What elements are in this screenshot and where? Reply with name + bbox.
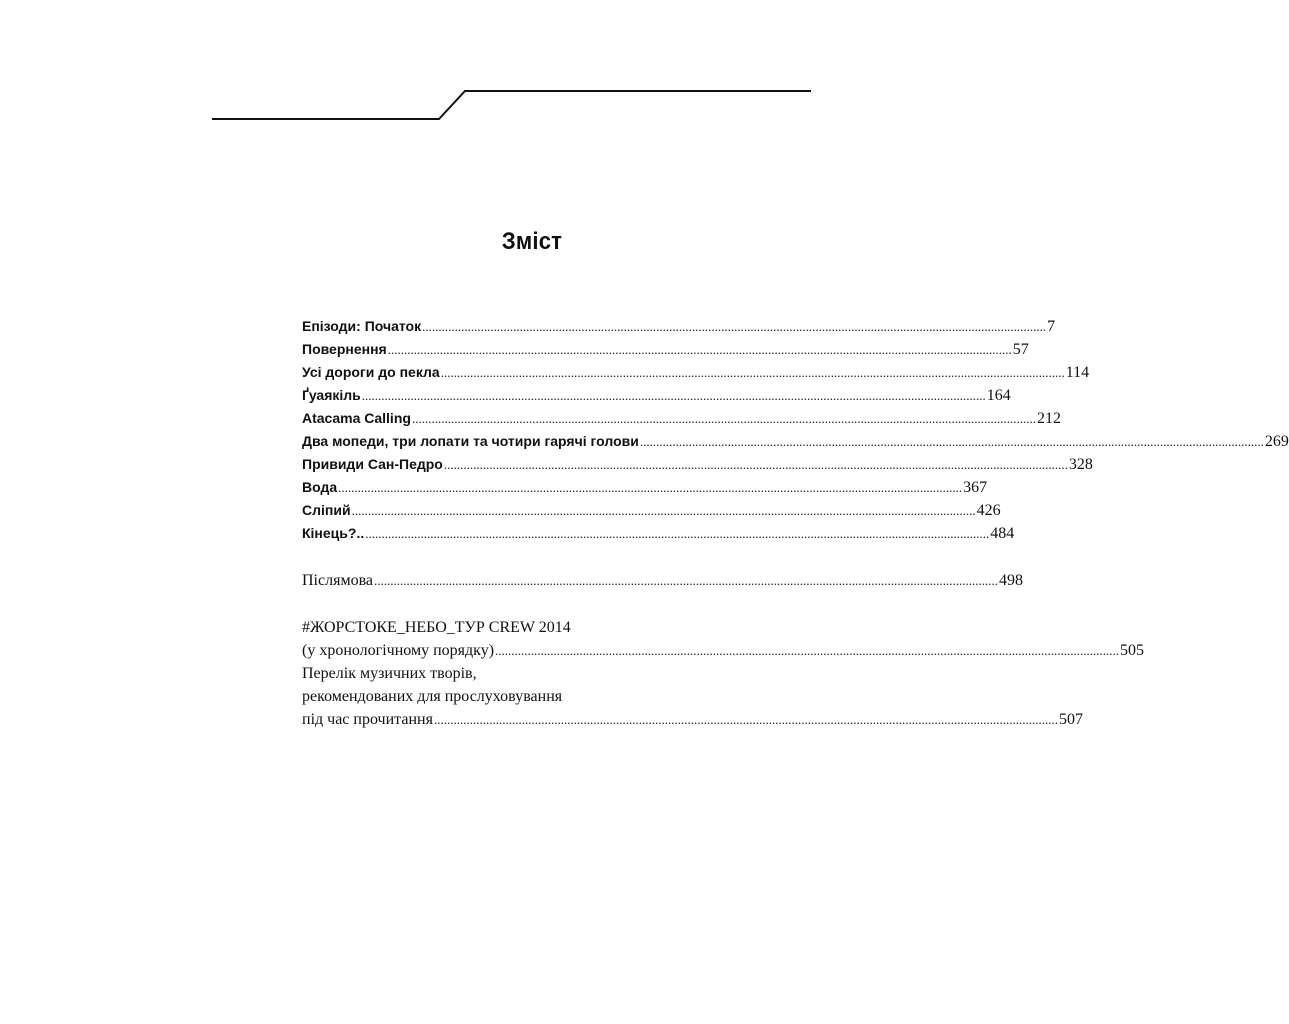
header-rule (0, 0, 1024, 140)
toc-entry-page: 114 (1065, 364, 1090, 381)
toc-entry-page: 212 (1036, 410, 1061, 427)
toc-entry-label: Два мопеди, три лопати та чотири гарячі голови (302, 433, 639, 449)
toc-leader: ................................................................................................................................................................................................ (361, 388, 986, 403)
toc-entry-label: Кінець?.. (302, 525, 365, 541)
toc-leader: ................................................................................................................................................................................................ (443, 457, 1068, 472)
toc-entry-two-mopeds[interactable] (302, 430, 1289, 453)
toc-entry-blind[interactable] (302, 499, 1001, 522)
section-spacer (302, 592, 762, 616)
toc-entry-page: 426 (976, 502, 1001, 519)
toc-entry-afterword[interactable] (302, 569, 1024, 592)
toc-leader: ................................................................................................................................................................................................ (374, 573, 999, 588)
toc-entry-label: під час прочитання (302, 711, 433, 728)
toc-entry-label: Atacama Calling (302, 410, 411, 426)
section-spacer (302, 545, 762, 569)
toc-entry-water[interactable] (302, 476, 988, 499)
toc-leader: ................................................................................................................................................................................................ (338, 480, 963, 495)
toc-leader: ................................................................................................................................................................................................ (422, 319, 1047, 334)
toc-entry-page: 484 (990, 525, 1015, 542)
toc-entry-label: Сліпий (302, 502, 351, 518)
toc-entry-page: 164 (986, 387, 1011, 404)
toc-leader: ................................................................................................................................................................................................ (639, 434, 1264, 449)
toc-leader: ................................................................................................................................................................................................ (365, 526, 990, 541)
toc-entry-guayaquil[interactable] (302, 384, 1011, 407)
toc-entry-crew[interactable] (302, 639, 1145, 662)
toc-entry-label: Ґуаякіль (302, 387, 361, 403)
toc-entry-page: 269 (1264, 433, 1289, 450)
toc-entry-page: 507 (1058, 711, 1083, 728)
toc-leader: ................................................................................................................................................................................................ (411, 411, 1036, 426)
toc-entry-episodes[interactable] (302, 315, 1056, 338)
toc-entry-ghosts[interactable] (302, 453, 1093, 476)
toc-entry-page: 498 (999, 572, 1024, 589)
toc-leader: ................................................................................................................................................................................................ (440, 365, 1065, 380)
toc-entry-music-heading: Перелік музичних творів, (302, 665, 477, 682)
toc-leader: ................................................................................................................................................................................................ (387, 342, 1012, 357)
toc-entry-music-subheading: рекомендованих для прослуховування (302, 688, 563, 705)
toc-entry-label: Усі дороги до пекла (302, 364, 440, 380)
toc-entry-page: 7 (1047, 318, 1056, 335)
toc-entry-label: (у хронологічному порядку) (302, 642, 495, 659)
toc-entry-label: Привиди Сан-Педро (302, 456, 443, 472)
toc-entry-music[interactable] (302, 708, 1083, 731)
toc-entry-page: 505 (1120, 642, 1145, 659)
toc-entry-the-end[interactable] (302, 522, 1015, 545)
toc-entry-all-roads[interactable] (302, 361, 1090, 384)
toc-entry-return[interactable] (302, 338, 1029, 361)
toc-leader: ................................................................................................................................................................................................ (495, 643, 1120, 658)
page-title: Зміст (501, 228, 563, 255)
toc-entry-label: Вода (302, 479, 338, 495)
toc-entry-label: Повернення (302, 341, 387, 357)
toc-entry-crew-heading: #ЖОРСТОКЕ_НЕБО_ТУР CREW 2014 (302, 619, 571, 636)
table-of-contents (302, 315, 1289, 731)
toc-leader: ................................................................................................................................................................................................ (351, 503, 976, 518)
toc-leader: ................................................................................................................................................................................................ (433, 712, 1058, 727)
toc-entry-page: 328 (1068, 456, 1093, 473)
toc-entry-page: 57 (1012, 341, 1029, 358)
toc-entry-page: 367 (963, 479, 988, 496)
toc-entry-atacama[interactable] (302, 407, 1061, 430)
toc-entry-label: Епізоди: Початок (302, 318, 422, 334)
toc-entry-label: Післямова (302, 572, 374, 589)
